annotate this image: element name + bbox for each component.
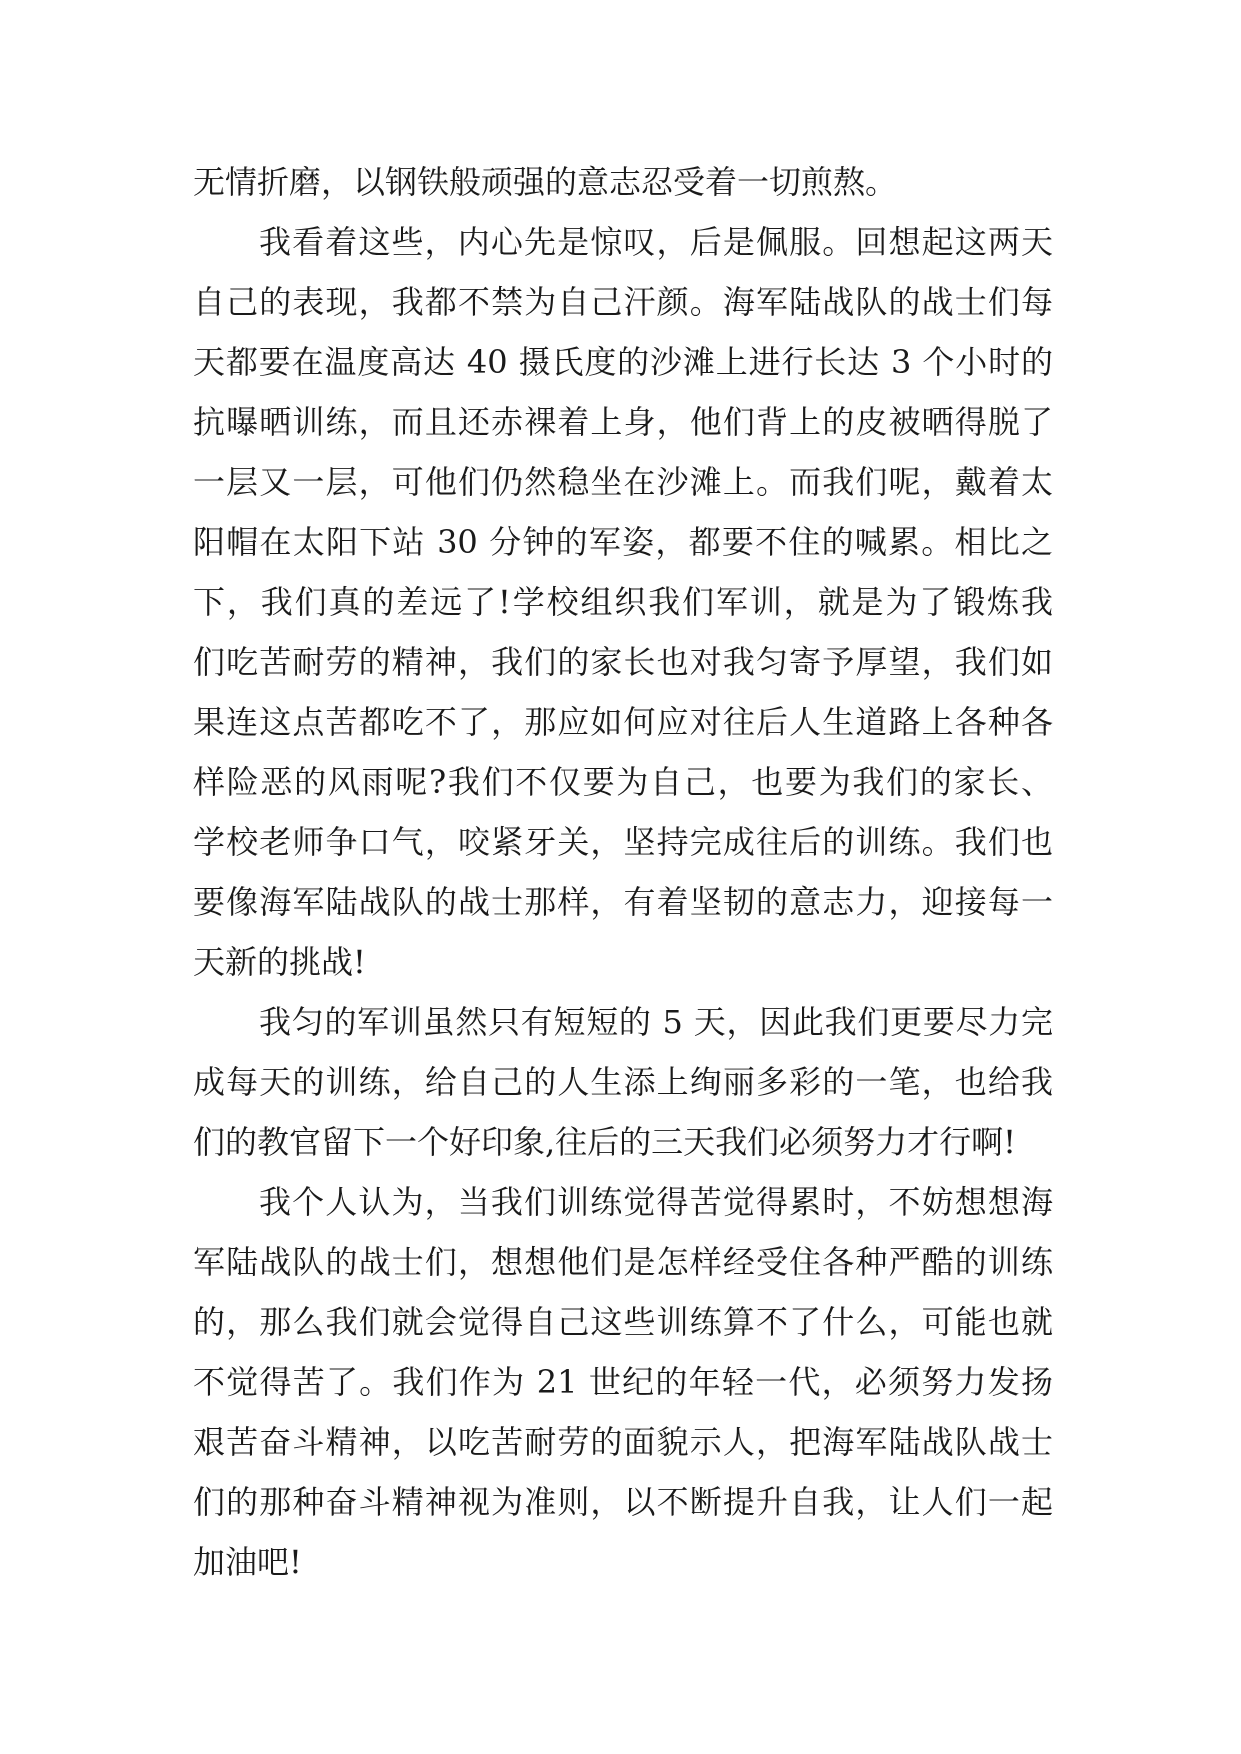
text-line: 学校老师争口气，咬紧牙关，坚持完成往后的训练。我们也 (193, 823, 1053, 861)
text-line: 要像海军陆战队的战士那样，有着坚韧的意志力，迎接每一 (193, 883, 1053, 921)
text-line: 自己的表现，我都不禁为自己汗颜。海军陆战队的战士们每 (193, 283, 1053, 321)
paragraph-first-line: 我匀的军训虽然只有短短的 5 天，因此我们更要尽力完 (259, 1003, 1053, 1041)
text-line: 抗曝晒训练，而且还赤裸着上身，他们背上的皮被晒得脱了 (193, 403, 1053, 441)
text-line: 们的教官留下一个好印象,往后的三天我们必须努力才行啊! (193, 1123, 1017, 1161)
text-line: 们吃苦耐劳的精神，我们的家长也对我匀寄予厚望，我们如 (193, 643, 1053, 681)
text-line: 的，那么我们就会觉得自己这些训练算不了什么，可能也就 (193, 1303, 1053, 1341)
text-line: 成每天的训练，给自己的人生添上绚丽多彩的一笔，也给我 (193, 1063, 1053, 1101)
text-line: 无情折磨，以钢铁般顽强的意志忍受着一切煎熬。 (193, 163, 898, 201)
body-text (193, 152, 1053, 1592)
text-line: 天都要在温度高达 40 摄氏度的沙滩上进行长达 3 个小时的 (193, 343, 1053, 381)
text-line: 们的那种奋斗精神视为准则，以不断提升自我，让人们一起 (193, 1483, 1053, 1521)
text-line: 样险恶的风雨呢?我们不仅要为自己，也要为我们的家长、 (193, 763, 1053, 801)
text-line: 一层又一层，可他们仍然稳坐在沙滩上。而我们呢，戴着太 (193, 463, 1053, 501)
text-line: 下，我们真的差远了!学校组织我们军训，就是为了锻炼我 (193, 583, 1053, 621)
paragraph-first-line: 我个人认为，当我们训练觉得苦觉得累时，不妨想想海 (259, 1183, 1053, 1221)
text-line: 果连这点苦都吃不了，那应如何应对往后人生道路上各种各 (193, 703, 1053, 741)
paragraph-first-line: 我看着这些，内心先是惊叹，后是佩服。回想起这两天 (259, 223, 1053, 261)
text-line: 天新的挑战! (193, 943, 366, 981)
text-line: 军陆战队的战士们，想想他们是怎样经受住各种严酷的训练 (193, 1243, 1053, 1281)
text-line: 艰苦奋斗精神，以吃苦耐劳的面貌示人，把海军陆战队战士 (193, 1423, 1053, 1461)
text-line: 阳帽在太阳下站 30 分钟的军姿，都要不住的喊累。相比之 (193, 523, 1053, 561)
text-line: 不觉得苦了。我们作为 21 世纪的年轻一代，必须努力发扬 (193, 1363, 1053, 1401)
text-line: 加油吧! (193, 1543, 302, 1581)
